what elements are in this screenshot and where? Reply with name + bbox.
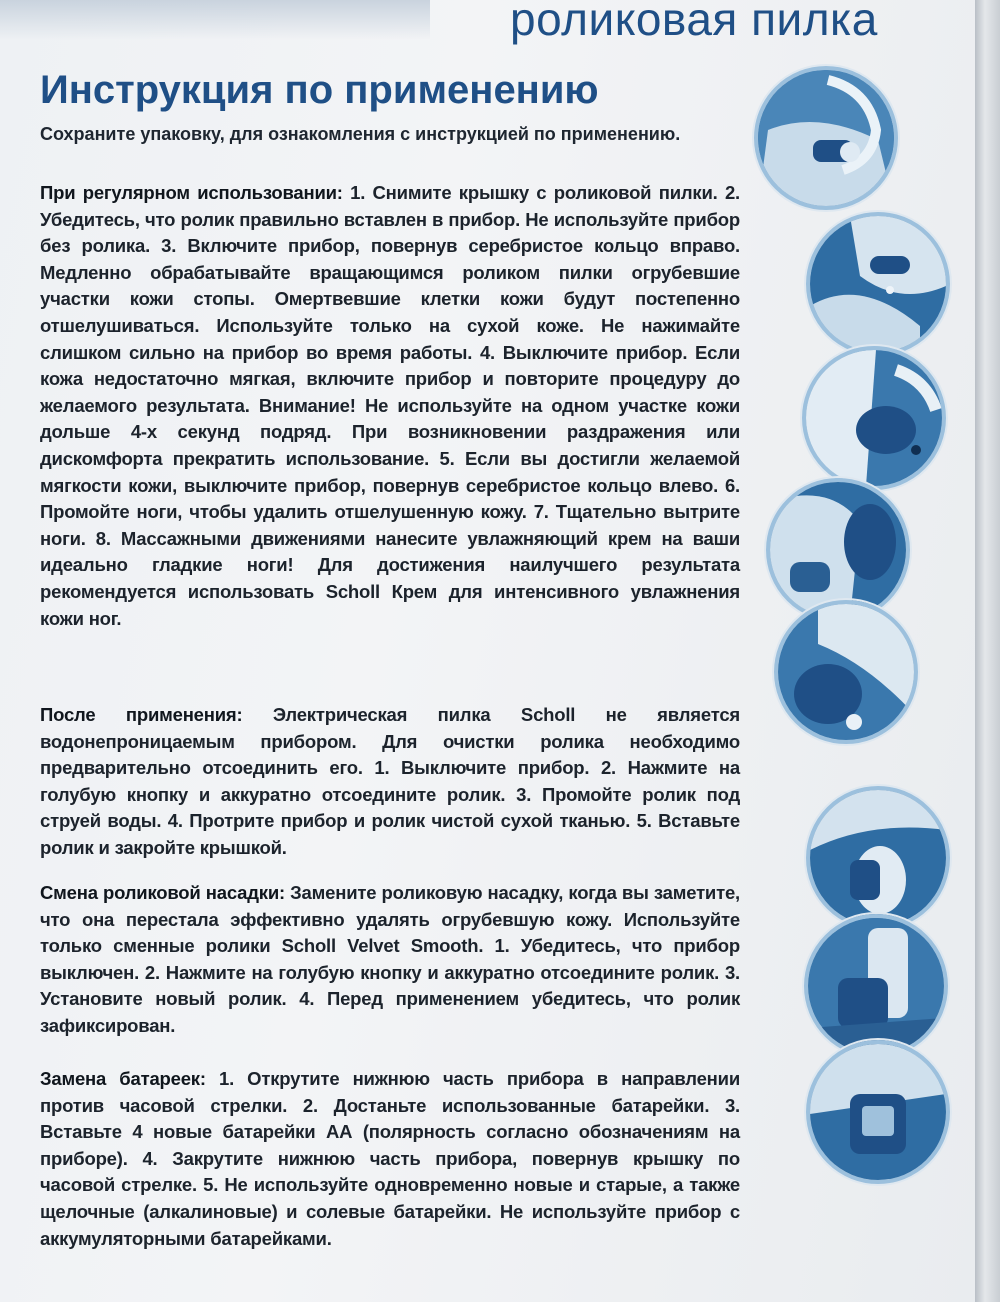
background-edge bbox=[975, 0, 1000, 1302]
step-3-turn-on-icon bbox=[802, 346, 946, 490]
product-name: роликовая пилка bbox=[510, 0, 878, 45]
step-8-battery-compartment-icon bbox=[806, 1040, 950, 1184]
section-heading: Смена роликовой насадки: bbox=[40, 882, 291, 903]
section-regular-use bbox=[40, 180, 740, 632]
intro-text: Сохраните упаковку, для ознакомления с инструкцией по применению. bbox=[40, 124, 681, 144]
section-battery-replacement bbox=[40, 1066, 740, 1252]
step-6-detach-roller-icon bbox=[806, 786, 950, 930]
page-title: Инструкция по применению bbox=[40, 68, 599, 112]
step-2-insert-roller-icon bbox=[806, 212, 950, 356]
step-7-rinse-roller-icon bbox=[804, 914, 948, 1058]
section-body: 1. Открутите нижнюю часть прибора в направлении против часовой стрелки. 2. Достаньте использованные батарейки. 3. Вставьте 4 новые батарейки АА (полярность согласно обозначениям на приборе). 4. Закрутите нижнюю часть прибора, повернув крышку по часовой стрелке. 5. Не используйте одновременно новые и старые, а также щелочные (алкалиновые) и солевые батарейки. Не используйте прибор с аккумуляторными батарейками. bbox=[40, 1068, 740, 1249]
step-5-press-button-icon bbox=[774, 600, 918, 744]
section-heading: После применения: bbox=[40, 704, 273, 725]
section-body: 1. Снимите крышку с роликовой пилки. 2. Убедитесь, что ролик правильно вставлен в прибор. Не используйте прибор без ролика. 3. Включите прибор, повернув серебристое кольцо вправо. Медленно обрабатывайте вращающимся роликом пилки огрубевшие участки кожи стопы. Омертвевшие клетки кожи будут постепенно отшелушиваться. Используйте только на сухой коже. Не нажимайте слишком сильно на прибор во время работы. 4. Выключите прибор. Если кожа недостаточно мягкая, включите прибор и повторите процедуру до желаемого результата. Внимание! Не используйте на одном участке кожи дольше 4-х секунд подряд. При возникновении раздражения или дискомфорта прекратить использование. 5. Если вы достигли желаемой мягкости кожи, выключите прибор, повернув серебристое кольцо влево. 6. Промойте ноги, чтобы удалить отшелушенную кожу. 7. Тщательно вытрите ноги. 8. Массажными движениями нанесите увлажняющий крем на ваши идеально гладкие ноги! Для достижения наилучшего результата рекомендуется использовать Scholl Крем для интенсивного увлажнения кожи ног. bbox=[40, 182, 740, 629]
step-1-remove-cap-icon bbox=[754, 66, 898, 210]
section-body: Электрическая пилка Scholl не является водонепроницаемым прибором. Для очистки ролика необходимо предварительно отсоединить его. 1. Выключите прибор. 2. Нажмите на голубую кнопку и аккуратно отсоедините ролик. 3. Промойте ролик под струей воды. 4. Протрите прибор и ролик чистой сухой тканью. 5. Вставьте ролик и закройте крышкой. bbox=[40, 704, 740, 858]
top-band-decoration bbox=[0, 0, 430, 40]
section-body: Замените роликовую насадку, когда вы заметите, что она перестала эффективно удалять огрубевшую кожу. Используйте только сменные ролики Scholl Velvet Smooth. 1. Убедитесь, что прибор выключен. 2. Нажмите на голубую кнопку и аккуратно отсоедините ролик. 3. Установите новый ролик. 4. Перед применением убедитесь, что ролик зафиксирован. bbox=[40, 882, 740, 1036]
section-after-use bbox=[40, 702, 740, 862]
section-heading: Замена батареек: bbox=[40, 1068, 219, 1089]
section-heading: При регулярном использовании: bbox=[40, 182, 351, 203]
section-roller-replacement bbox=[40, 880, 740, 1040]
